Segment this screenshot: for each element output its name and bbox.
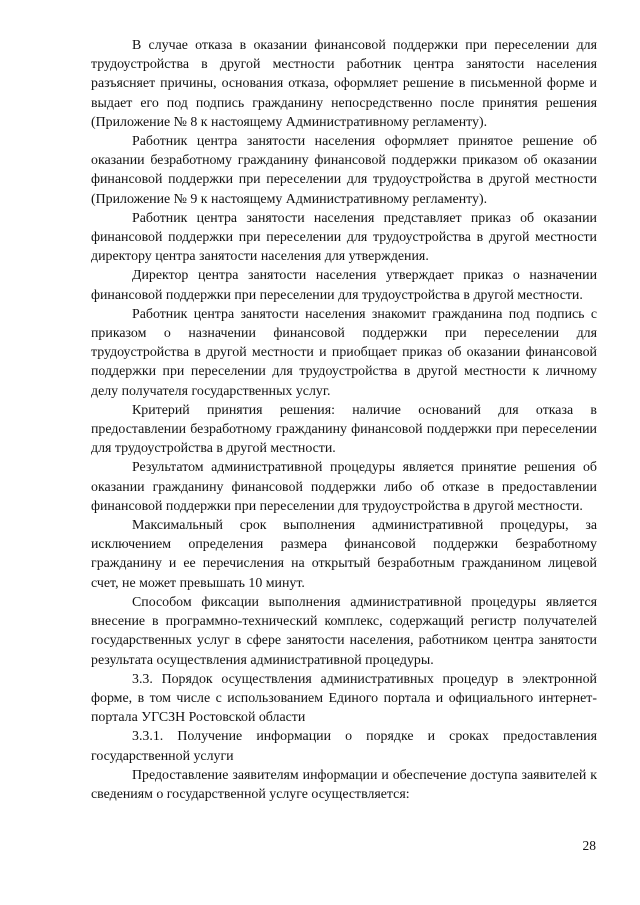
section-heading-3-3: 3.3. Порядок осуществления административных процедур в электронной форме, в том числе с использованием Единого портала и официального интернет-портала УГСЗН Ростовской области — [91, 671, 597, 726]
paragraph-information-provision: Предоставление заявителям информации и обеспечение доступа заявителей к сведениям о государственной услуге осуществляется: — [91, 767, 597, 802]
paragraph-order-formation: Работник центра занятости населения оформляет принятое решение об оказании безработному гражданину финансовой поддержки приказом об оказании финансовой поддержки при переселении для трудоустройства в другой местности (Приложение № 9 к настоящему Административному регламенту). — [91, 134, 597, 207]
page-body — [91, 36, 597, 804]
paragraph-decision-criterion: Критерий принятия решения: наличие оснований для отказа в предоставлении безработному гражданину финансовой поддержки при переселении для трудоустройства в другой местности. — [91, 402, 597, 457]
paragraph-max-duration: Максимальный срок выполнения административной процедуры, за исключением определения размера финансовой поддержки безработному гражданину и ее перечисления на открытый безработным гражданином лицевой счет, не может превышать 10 минут. — [91, 518, 597, 591]
paragraph-order-submission: Работник центра занятости населения представляет приказ об оказании финансовой поддержки при переселении для трудоустройства в другой местности директору центра занятости населения для утверждения. — [91, 210, 597, 265]
paragraph-director-approval: Директор центра занятости населения утверждает приказ о назначении финансовой поддержки при переселении для трудоустройства в другой местности. — [91, 268, 597, 303]
paragraph-refusal-explanation: В случае отказа в оказании финансовой поддержки при переселении для трудоустройства в другой местности работник центра занятости населения разъясняет причины, основания отказа, оформляет решение в письменной форме и выдает его под подпись гражданину непосредственно после принятия решения (Приложение № 8 к настоящему Административному регламенту). — [91, 38, 597, 130]
paragraph-procedure-result: Результатом административной процедуры является принятие решения об оказании гражданину финансовой поддержки либо об отказе в предоставлении финансовой поддержки при переселении для трудоустройства в другой местности. — [91, 460, 597, 514]
paragraph-citizen-acquaintance: Работник центра занятости населения знакомит гражданина под подпись с приказом о назначении финансовой поддержки при переселении для трудоустройства в другой местности и приобщает приказ об оказании финансовой поддержки при переселении для трудоустройства в другой местности к личному делу получателя государственных услуг. — [91, 306, 597, 399]
page-number: 28 — [582, 838, 596, 853]
section-heading-3-3-1: 3.3.1. Получение информации о порядке и сроках предоставления государственной услуги — [91, 729, 597, 764]
paragraph-fixation-method: Способом фиксации выполнения административной процедуры является внесение в программно-технический комплекс, содержащий регистр получателей государственных услуг в сфере занятости населения, работником центра занятости результата осуществления административной процедуры. — [91, 594, 597, 668]
